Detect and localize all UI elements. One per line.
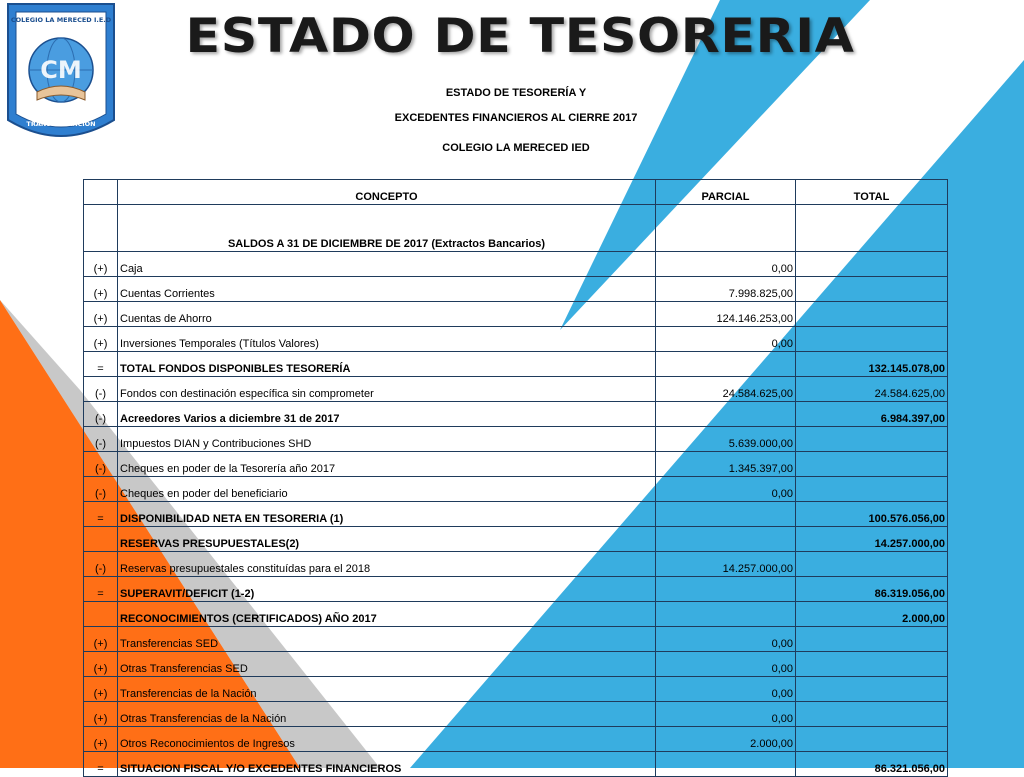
row-concept: Cuentas Corrientes	[118, 277, 656, 302]
row-total	[796, 677, 948, 702]
row-partial: 0,00	[656, 327, 796, 352]
table-row	[84, 602, 948, 627]
row-partial: 7.998.825,00	[656, 277, 796, 302]
row-total	[796, 452, 948, 477]
row-concept: Cheques en poder del beneficiario	[118, 477, 656, 502]
table-row	[84, 552, 948, 577]
table-row	[84, 677, 948, 702]
row-concept: Transferencias SED	[118, 627, 656, 652]
section-heading-sign	[84, 205, 118, 252]
row-sign: (-)	[84, 402, 118, 427]
row-partial: 0,00	[656, 477, 796, 502]
treasury-table	[83, 179, 948, 777]
row-partial	[656, 402, 796, 427]
row-sign: =	[84, 352, 118, 377]
row-total	[796, 552, 948, 577]
row-concept: Otras Transferencias SED	[118, 652, 656, 677]
row-concept: DISPONIBILIDAD NETA EN TESORERIA (1)	[118, 502, 656, 527]
table-row	[84, 352, 948, 377]
row-sign: =	[84, 577, 118, 602]
row-partial: 0,00	[656, 627, 796, 652]
table-row	[84, 502, 948, 527]
row-concept: Fondos con destinación específica sin comprometer	[118, 377, 656, 402]
table-row	[84, 727, 948, 752]
table-row	[84, 277, 948, 302]
row-partial: 1.345.397,00	[656, 452, 796, 477]
row-sign: (+)	[84, 702, 118, 727]
row-total: 24.584.625,00	[796, 377, 948, 402]
row-concept: SITUACION FISCAL Y/O EXCEDENTES FINANCIEROS	[118, 752, 656, 777]
row-total	[796, 727, 948, 752]
row-partial: 0,00	[656, 652, 796, 677]
row-concept: Otros Reconocimientos de Ingresos	[118, 727, 656, 752]
row-total: 6.984.397,00	[796, 402, 948, 427]
slide-title: ESTADO DE TESORERIA	[185, 9, 855, 64]
row-sign: (+)	[84, 327, 118, 352]
table-row	[84, 527, 948, 552]
row-sign: (-)	[84, 552, 118, 577]
row-sign: =	[84, 752, 118, 777]
table-row	[84, 652, 948, 677]
row-partial	[656, 527, 796, 552]
row-total	[796, 652, 948, 677]
row-sign: =	[84, 502, 118, 527]
row-concept: Impuestos DIAN y Contribuciones SHD	[118, 427, 656, 452]
table-row	[84, 452, 948, 477]
row-sign: (+)	[84, 677, 118, 702]
header-total: TOTAL	[796, 180, 948, 205]
table-row	[84, 427, 948, 452]
row-sign	[84, 602, 118, 627]
row-concept: Cuentas de Ahorro	[118, 302, 656, 327]
row-total: 2.000,00	[796, 602, 948, 627]
row-concept: SUPERAVIT/DEFICIT (1-2)	[118, 577, 656, 602]
section-heading-partial	[656, 205, 796, 252]
row-sign: (+)	[84, 627, 118, 652]
row-partial: 5.639.000,00	[656, 427, 796, 452]
table-row	[84, 477, 948, 502]
row-partial	[656, 352, 796, 377]
row-partial: 14.257.000,00	[656, 552, 796, 577]
row-total	[796, 702, 948, 727]
row-concept: RECONOCIMIENTOS (CERTIFICADOS) AÑO 2017	[118, 602, 656, 627]
row-partial: 0,00	[656, 702, 796, 727]
logo-monogram: CM	[40, 56, 82, 84]
table-row	[84, 302, 948, 327]
table-row	[84, 377, 948, 402]
row-total: 86.319.056,00	[796, 577, 948, 602]
row-total	[796, 427, 948, 452]
logo-bottom-text: TRANSFORMACIÓN	[26, 120, 96, 128]
row-sign: (+)	[84, 302, 118, 327]
row-sign: (-)	[84, 477, 118, 502]
header-sign	[84, 180, 118, 205]
table-row	[84, 577, 948, 602]
section-heading-row	[84, 205, 948, 252]
row-total	[796, 477, 948, 502]
row-partial: 124.146.253,00	[656, 302, 796, 327]
row-concept: Inversiones Temporales (Títulos Valores)	[118, 327, 656, 352]
row-total	[796, 627, 948, 652]
row-total: 132.145.078,00	[796, 352, 948, 377]
school-logo	[4, 2, 118, 148]
row-sign: (-)	[84, 377, 118, 402]
row-total	[796, 327, 948, 352]
table-row	[84, 402, 948, 427]
row-partial: 0,00	[656, 252, 796, 277]
row-total: 100.576.056,00	[796, 502, 948, 527]
row-partial	[656, 502, 796, 527]
row-partial: 24.584.625,00	[656, 377, 796, 402]
row-concept: Caja	[118, 252, 656, 277]
table-row	[84, 627, 948, 652]
row-concept: TOTAL FONDOS DISPONIBLES TESORERÍA	[118, 352, 656, 377]
logo-top-text: COLEGIO LA MERECED I.E.D	[10, 16, 112, 24]
row-total: 14.257.000,00	[796, 527, 948, 552]
row-total	[796, 252, 948, 277]
subtitle-line-2: EXCEDENTES FINANCIEROS AL CIERRE 2017	[394, 112, 638, 124]
table-row	[84, 327, 948, 352]
row-partial	[656, 602, 796, 627]
header-concept: CONCEPTO	[118, 180, 656, 205]
row-concept: Cheques en poder de la Tesorería año 2017	[118, 452, 656, 477]
row-partial: 0,00	[656, 677, 796, 702]
row-sign: (+)	[84, 652, 118, 677]
subtitle-line-3: COLEGIO LA MERECED IED	[442, 142, 590, 154]
row-concept: Otras Transferencias de la Nación	[118, 702, 656, 727]
row-sign: (-)	[84, 452, 118, 477]
row-total	[796, 302, 948, 327]
table-row	[84, 752, 948, 777]
table-row	[84, 702, 948, 727]
section-heading: SALDOS A 31 DE DICIEMBRE DE 2017 (Extractos Bancarios)	[118, 205, 656, 252]
row-partial: 2.000,00	[656, 727, 796, 752]
row-total	[796, 277, 948, 302]
row-sign: (+)	[84, 252, 118, 277]
row-sign: (-)	[84, 427, 118, 452]
header-partial: PARCIAL	[656, 180, 796, 205]
row-concept: Reservas presupuestales constituídas para el 2018	[118, 552, 656, 577]
row-concept: Acreedores Varios a diciembre 31 de 2017	[118, 402, 656, 427]
section-heading-total	[796, 205, 948, 252]
subtitle-line-1: ESTADO DE TESORERÍA Y	[445, 87, 587, 99]
row-concept: RESERVAS PRESUPUESTALES(2)	[118, 527, 656, 552]
table-row	[84, 252, 948, 277]
table-header-row	[84, 180, 948, 205]
row-concept: Transferencias de la Nación	[118, 677, 656, 702]
row-partial	[656, 577, 796, 602]
row-sign	[84, 527, 118, 552]
row-total: 86.321.056,00	[796, 752, 948, 777]
row-partial	[656, 752, 796, 777]
row-sign: (+)	[84, 277, 118, 302]
row-sign: (+)	[84, 727, 118, 752]
